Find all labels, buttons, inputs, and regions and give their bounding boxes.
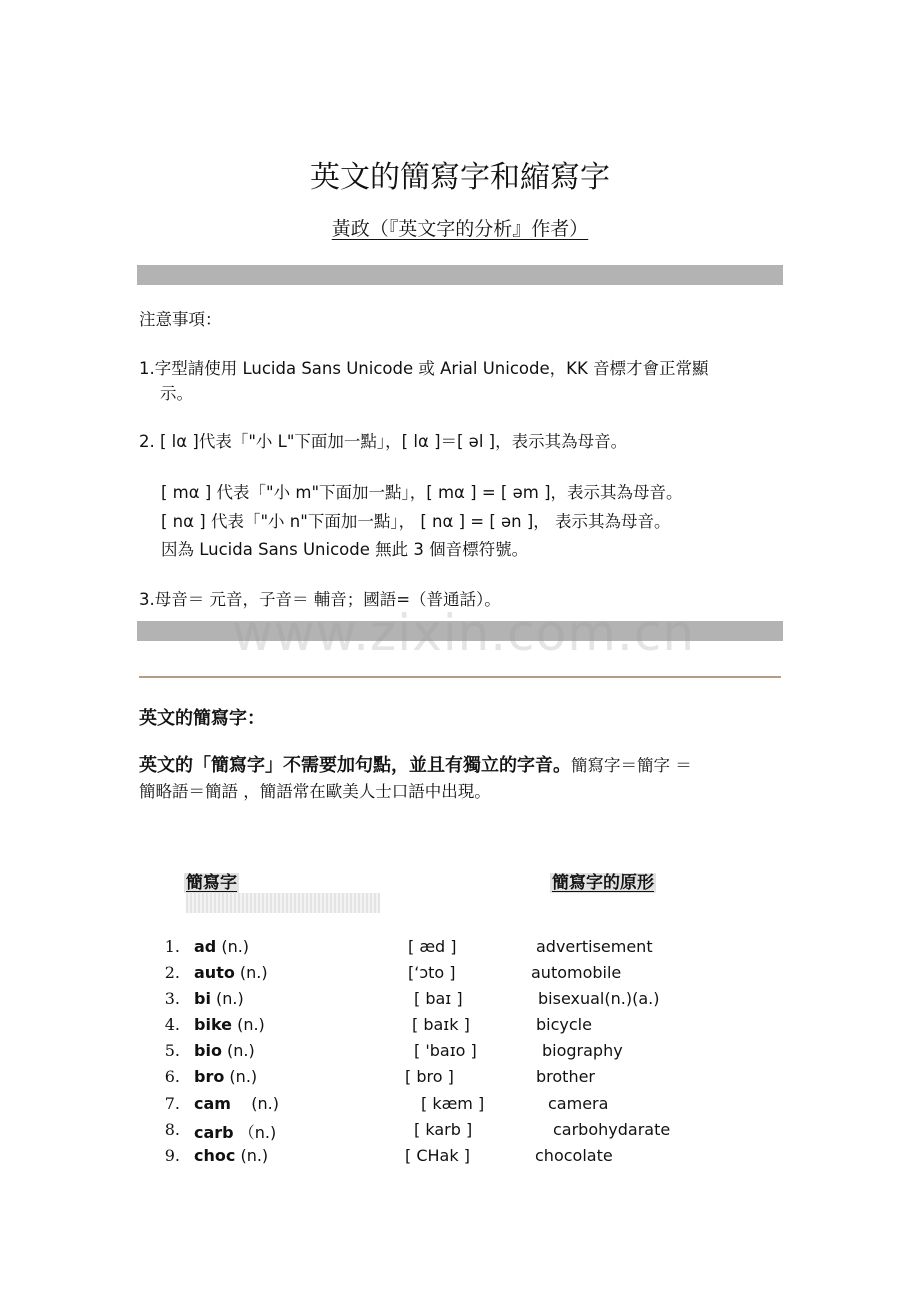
original-word: chocolate xyxy=(535,1146,613,1165)
part-of-speech: (n.) xyxy=(234,963,268,982)
note-2-line-3: [ nα ] 代表「"小 n"下面加一點」， [ nα ] = [ ən ]， 表示其為母音。 xyxy=(161,512,671,531)
col-header-abbr: 簡寫字 xyxy=(186,873,237,893)
abbr-cell xyxy=(194,1067,257,1086)
author-text: 黃政（『英文字的分析』作者） xyxy=(331,218,589,240)
abbr-cell xyxy=(194,989,244,1008)
abbr-cell xyxy=(194,1146,268,1165)
author-line xyxy=(0,214,920,241)
abbr-word: bike xyxy=(194,1015,232,1034)
abbr-cell xyxy=(194,963,268,982)
watermark: www.zixin.com.cn xyxy=(232,604,696,662)
table-row xyxy=(0,1015,920,1041)
original-word: carbohydarate xyxy=(553,1120,671,1139)
pronunciation: [ æd ] xyxy=(408,937,457,956)
note-2-line-2: [ mα ] 代表「"小 m"下面加一點」，[ mα ] = [ əm ]，表示其為母音。 xyxy=(161,483,683,502)
section-intro-line-1 xyxy=(139,753,789,779)
part-of-speech: (n.) xyxy=(210,989,244,1008)
original-word: bisexual(n.)(a.) xyxy=(538,989,660,1008)
abbr-word: choc xyxy=(194,1146,236,1165)
table-row xyxy=(0,1094,920,1120)
part-of-speech: （n.) xyxy=(233,1123,277,1142)
part-of-speech: (n.) xyxy=(232,1015,265,1034)
table-header-original xyxy=(550,868,656,893)
pronunciation: [ baɪk ] xyxy=(412,1015,470,1034)
page-title: 英文的簡寫字和縮寫字 xyxy=(310,160,610,195)
part-of-speech: (n.) xyxy=(221,1041,255,1060)
abbr-word: bro xyxy=(194,1067,225,1086)
original-word: biography xyxy=(542,1041,623,1060)
section-heading: 英文的簡寫字： xyxy=(139,708,265,729)
pronunciation: [ karb ] xyxy=(414,1120,473,1139)
pronunciation: [ 'baɪo ] xyxy=(414,1041,477,1060)
section-intro-line-2: 簡略語＝簡語 ，簡語常在歐美人士口語中出現。 xyxy=(139,782,491,801)
table-row xyxy=(0,1146,920,1172)
note-2-line-1: 2. [ lα ]代表「"小 L"下面加一點」，[ lα ]＝[ əl ]，表示其為母音。 xyxy=(139,432,628,451)
abbr-cell xyxy=(194,937,249,956)
note-3: 3.母音＝ 元音，子音＝ 輔音；國語=（普通話）。 xyxy=(139,590,501,609)
row-number: 7. xyxy=(164,1094,180,1113)
part-of-speech: (n.) xyxy=(230,1094,280,1113)
original-word: advertisement xyxy=(536,937,653,956)
row-number: 1. xyxy=(164,937,180,956)
abbr-cell xyxy=(194,1094,279,1113)
original-word: camera xyxy=(548,1094,609,1113)
abbr-word: bi xyxy=(194,989,211,1008)
table-row xyxy=(0,1120,920,1146)
horizontal-rule xyxy=(139,676,781,678)
notes-heading: 注意事項： xyxy=(139,310,222,329)
abbr-word: ad xyxy=(194,937,217,956)
col-header-original: 簡寫字的原形 xyxy=(552,873,654,893)
abbr-word: auto xyxy=(194,963,235,982)
row-number: 3. xyxy=(164,989,180,1008)
abbr-cell xyxy=(194,1120,276,1143)
pronunciation: [ baɪ ] xyxy=(414,989,463,1008)
row-number: 6. xyxy=(164,1067,180,1086)
part-of-speech: (n.) xyxy=(235,1146,269,1165)
table-header-abbreviation xyxy=(184,868,239,893)
abbr-cell xyxy=(194,1015,265,1034)
original-word: automobile xyxy=(531,963,622,982)
header-shading xyxy=(186,893,380,913)
abbr-word: bio xyxy=(194,1041,222,1060)
pronunciation: [‘ɔto ] xyxy=(408,963,456,982)
row-number: 4. xyxy=(164,1015,180,1034)
section-divider-bar xyxy=(137,265,783,285)
original-word: bicycle xyxy=(536,1015,592,1034)
row-number: 8. xyxy=(164,1120,180,1139)
intro-rest: 簡寫字＝簡字 ＝ xyxy=(571,756,692,775)
row-number: 5. xyxy=(164,1041,180,1060)
row-number: 9. xyxy=(164,1146,180,1165)
abbr-word: cam xyxy=(194,1094,231,1113)
table-row xyxy=(0,1041,920,1067)
note-2-line-4: 因為 Lucida Sans Unicode 無此 3 個音標符號。 xyxy=(161,540,529,559)
part-of-speech: (n.) xyxy=(224,1067,258,1086)
abbr-cell xyxy=(194,1041,255,1060)
abbr-word: carb xyxy=(194,1123,234,1142)
intro-emphasis: 英文的「簡寫字」不需要加句點，並且有獨立的字音。 xyxy=(139,755,571,776)
pronunciation: [ kæm ] xyxy=(421,1094,485,1113)
pronunciation: [ CHak ] xyxy=(405,1146,470,1165)
note-1-line-1: 1.字型請使用 Lucida Sans Unicode 或 Arial Unicode，KK 音標才會正常顯 xyxy=(139,359,709,378)
table-row xyxy=(0,1067,920,1093)
row-number: 2. xyxy=(164,963,180,982)
part-of-speech: (n.) xyxy=(216,937,250,956)
note-1-line-2: 示。 xyxy=(160,384,193,403)
table-row xyxy=(0,963,920,989)
pronunciation: [ bro ] xyxy=(405,1067,454,1086)
table-row xyxy=(0,937,920,963)
original-word: brother xyxy=(536,1067,596,1086)
table-row xyxy=(0,989,920,1015)
